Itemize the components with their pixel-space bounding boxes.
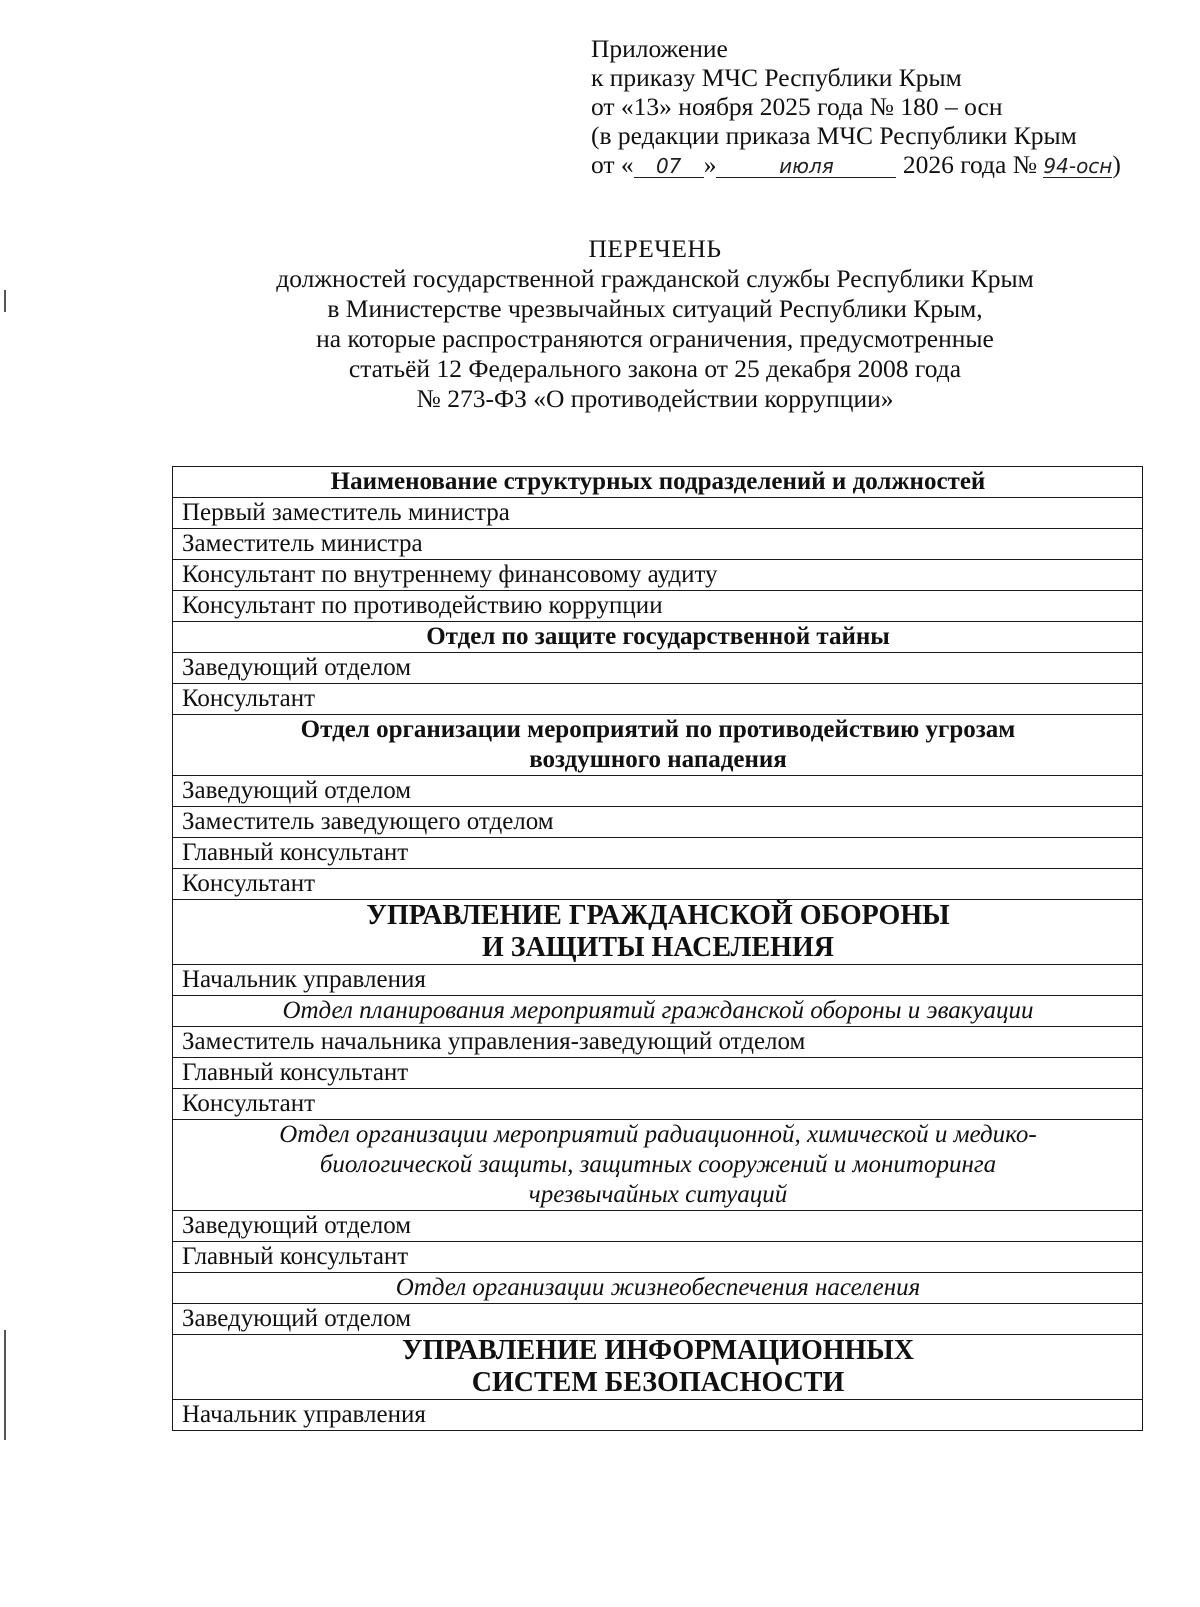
document-title [160,234,1150,414]
title-line: в Министерстве чрезвычайных ситуаций Республики Крым, [327,294,983,323]
subdivision-cell [173,996,1143,1027]
handwritten-order-number: 94-осн [1043,154,1113,178]
table-row [173,560,1143,591]
cell-line: Главный консультант [182,839,409,866]
cell-line: биологической защиты, защитных сооружений и мониторинга [319,1151,997,1178]
position-cell [173,560,1143,591]
position-cell [173,1242,1143,1273]
handwritten-day: 07 [634,155,704,178]
department-heading-cell [173,900,1143,965]
text-fragment: 2026 года № [896,150,1044,179]
cell-line: УПРАВЛЕНИЕ ИНФОРМАЦИОННЫХ [401,1335,914,1366]
title-line: должностей государственной гражданской службы Республики Крым [276,264,1034,293]
table-row [173,776,1143,807]
position-cell [173,684,1143,715]
position-cell [173,529,1143,560]
table-row [173,807,1143,838]
title-heading: ПЕРЕЧЕНЬ [588,234,722,263]
table-row [173,622,1143,653]
position-cell [173,965,1143,996]
cell-line: УПРАВЛЕНИЕ ГРАЖДАНСКОЙ ОБОРОНЫ [366,900,950,931]
title-line: № 273-ФЗ «О противодействии коррупции» [416,384,894,413]
cell-line: Заместитель начальника управления-заведующий отделом [182,1028,806,1055]
text-fragment: » [703,150,717,179]
department-heading-cell [173,1335,1143,1400]
table-row [173,1335,1143,1400]
table-row [173,1120,1143,1211]
table-row [173,591,1143,622]
cell-line: Начальник управления [182,1401,426,1428]
appendix-line: (в редакции приказа МЧС Республики Крым [591,121,1077,150]
cell-line: чрезвычайных ситуаций [528,1181,788,1208]
cell-line: Заместитель заведующего отделом [182,808,554,835]
title-line: статьёй 12 Федерального закона от 25 декабря 2008 года [348,354,962,383]
subdivision-cell [173,1273,1143,1304]
handwritten-month: июля [716,155,896,178]
cell-line: Консультант по внутреннему финансовому аудиту [182,561,718,588]
table-row [173,869,1143,900]
table-header-cell: Наименование структурных подразделений и должностей [173,467,1143,498]
table-row [173,1304,1143,1335]
table-row [173,684,1143,715]
subdivision-cell [173,1120,1143,1211]
table-row [173,838,1143,869]
cell-line: Первый заместитель министра [182,499,510,526]
positions-table [172,466,1143,1431]
cell-line: СИСТЕМ БЕЗОПАСНОСТИ [471,1367,845,1398]
cell-line: Начальник управления [182,966,426,993]
cell-line: Отдел организации мероприятий радиационной, химической и медико- [279,1121,1037,1148]
text-fragment: ) [1112,150,1121,179]
cell-line: Заведующий отделом [182,654,412,681]
cell-line: Заведующий отделом [182,1212,412,1239]
appendix-line: к приказу МЧС Республики Крым [591,63,962,92]
cell-line: Главный консультант [182,1059,409,1086]
table-row [173,1273,1143,1304]
table-header-row [173,467,1143,498]
table-row [173,1058,1143,1089]
appendix-line-handwritten [591,150,1151,179]
appendix-line: Приложение [591,34,728,63]
cell-line: Отдел организации жизнеобеспечения населения [395,1274,921,1301]
appendix-line: от «13» ноября 2025 года № 180 – осн [591,92,1003,121]
position-cell [173,838,1143,869]
cell-line: И ЗАЩИТЫ НАСЕЛЕНИЯ [482,932,834,963]
cell-line: Главный консультант [182,1243,409,1270]
cell-line: воздушного нападения [529,746,787,773]
table-row [173,1400,1143,1431]
title-line: на которые распространяются ограничения, предусмотренные [316,324,994,353]
position-cell [173,591,1143,622]
appendix-block [591,34,1151,179]
cell-line: Заведующий отделом [182,1305,412,1332]
position-cell [173,1304,1143,1335]
table-row [173,900,1143,965]
table-row [173,715,1143,776]
margin-scan-mark [4,1330,6,1440]
position-cell [173,1400,1143,1431]
cell-line: Консультант [182,685,316,712]
table-row [173,498,1143,529]
table-row [173,996,1143,1027]
table-row [173,1089,1143,1120]
position-cell [173,1211,1143,1242]
position-cell [173,498,1143,529]
position-cell [173,807,1143,838]
cell-line: Консультант [182,870,316,897]
cell-line: Отдел планирования мероприятий гражданской обороны и эвакуации [282,997,1034,1024]
position-cell [173,1027,1143,1058]
margin-scan-mark [4,290,6,312]
position-cell [173,1058,1143,1089]
cell-line: Заместитель министра [182,530,423,557]
position-cell [173,1089,1143,1120]
position-cell [173,653,1143,684]
table-row [173,653,1143,684]
cell-line: Заведующий отделом [182,777,412,804]
table-row [173,529,1143,560]
text-fragment: от « [591,150,634,179]
cell-line: Консультант по противодействию коррупции [182,592,663,619]
cell-line: Отдел по защите государственной тайны [426,623,890,650]
section-cell [173,622,1143,653]
position-cell [173,776,1143,807]
table-row [173,1027,1143,1058]
section-cell [173,715,1143,776]
position-cell [173,869,1143,900]
table-row [173,1242,1143,1273]
cell-line: Консультант [182,1090,316,1117]
table-row [173,1211,1143,1242]
table-row [173,965,1143,996]
cell-line: Отдел организации мероприятий по противодействию угрозам [300,716,1016,743]
